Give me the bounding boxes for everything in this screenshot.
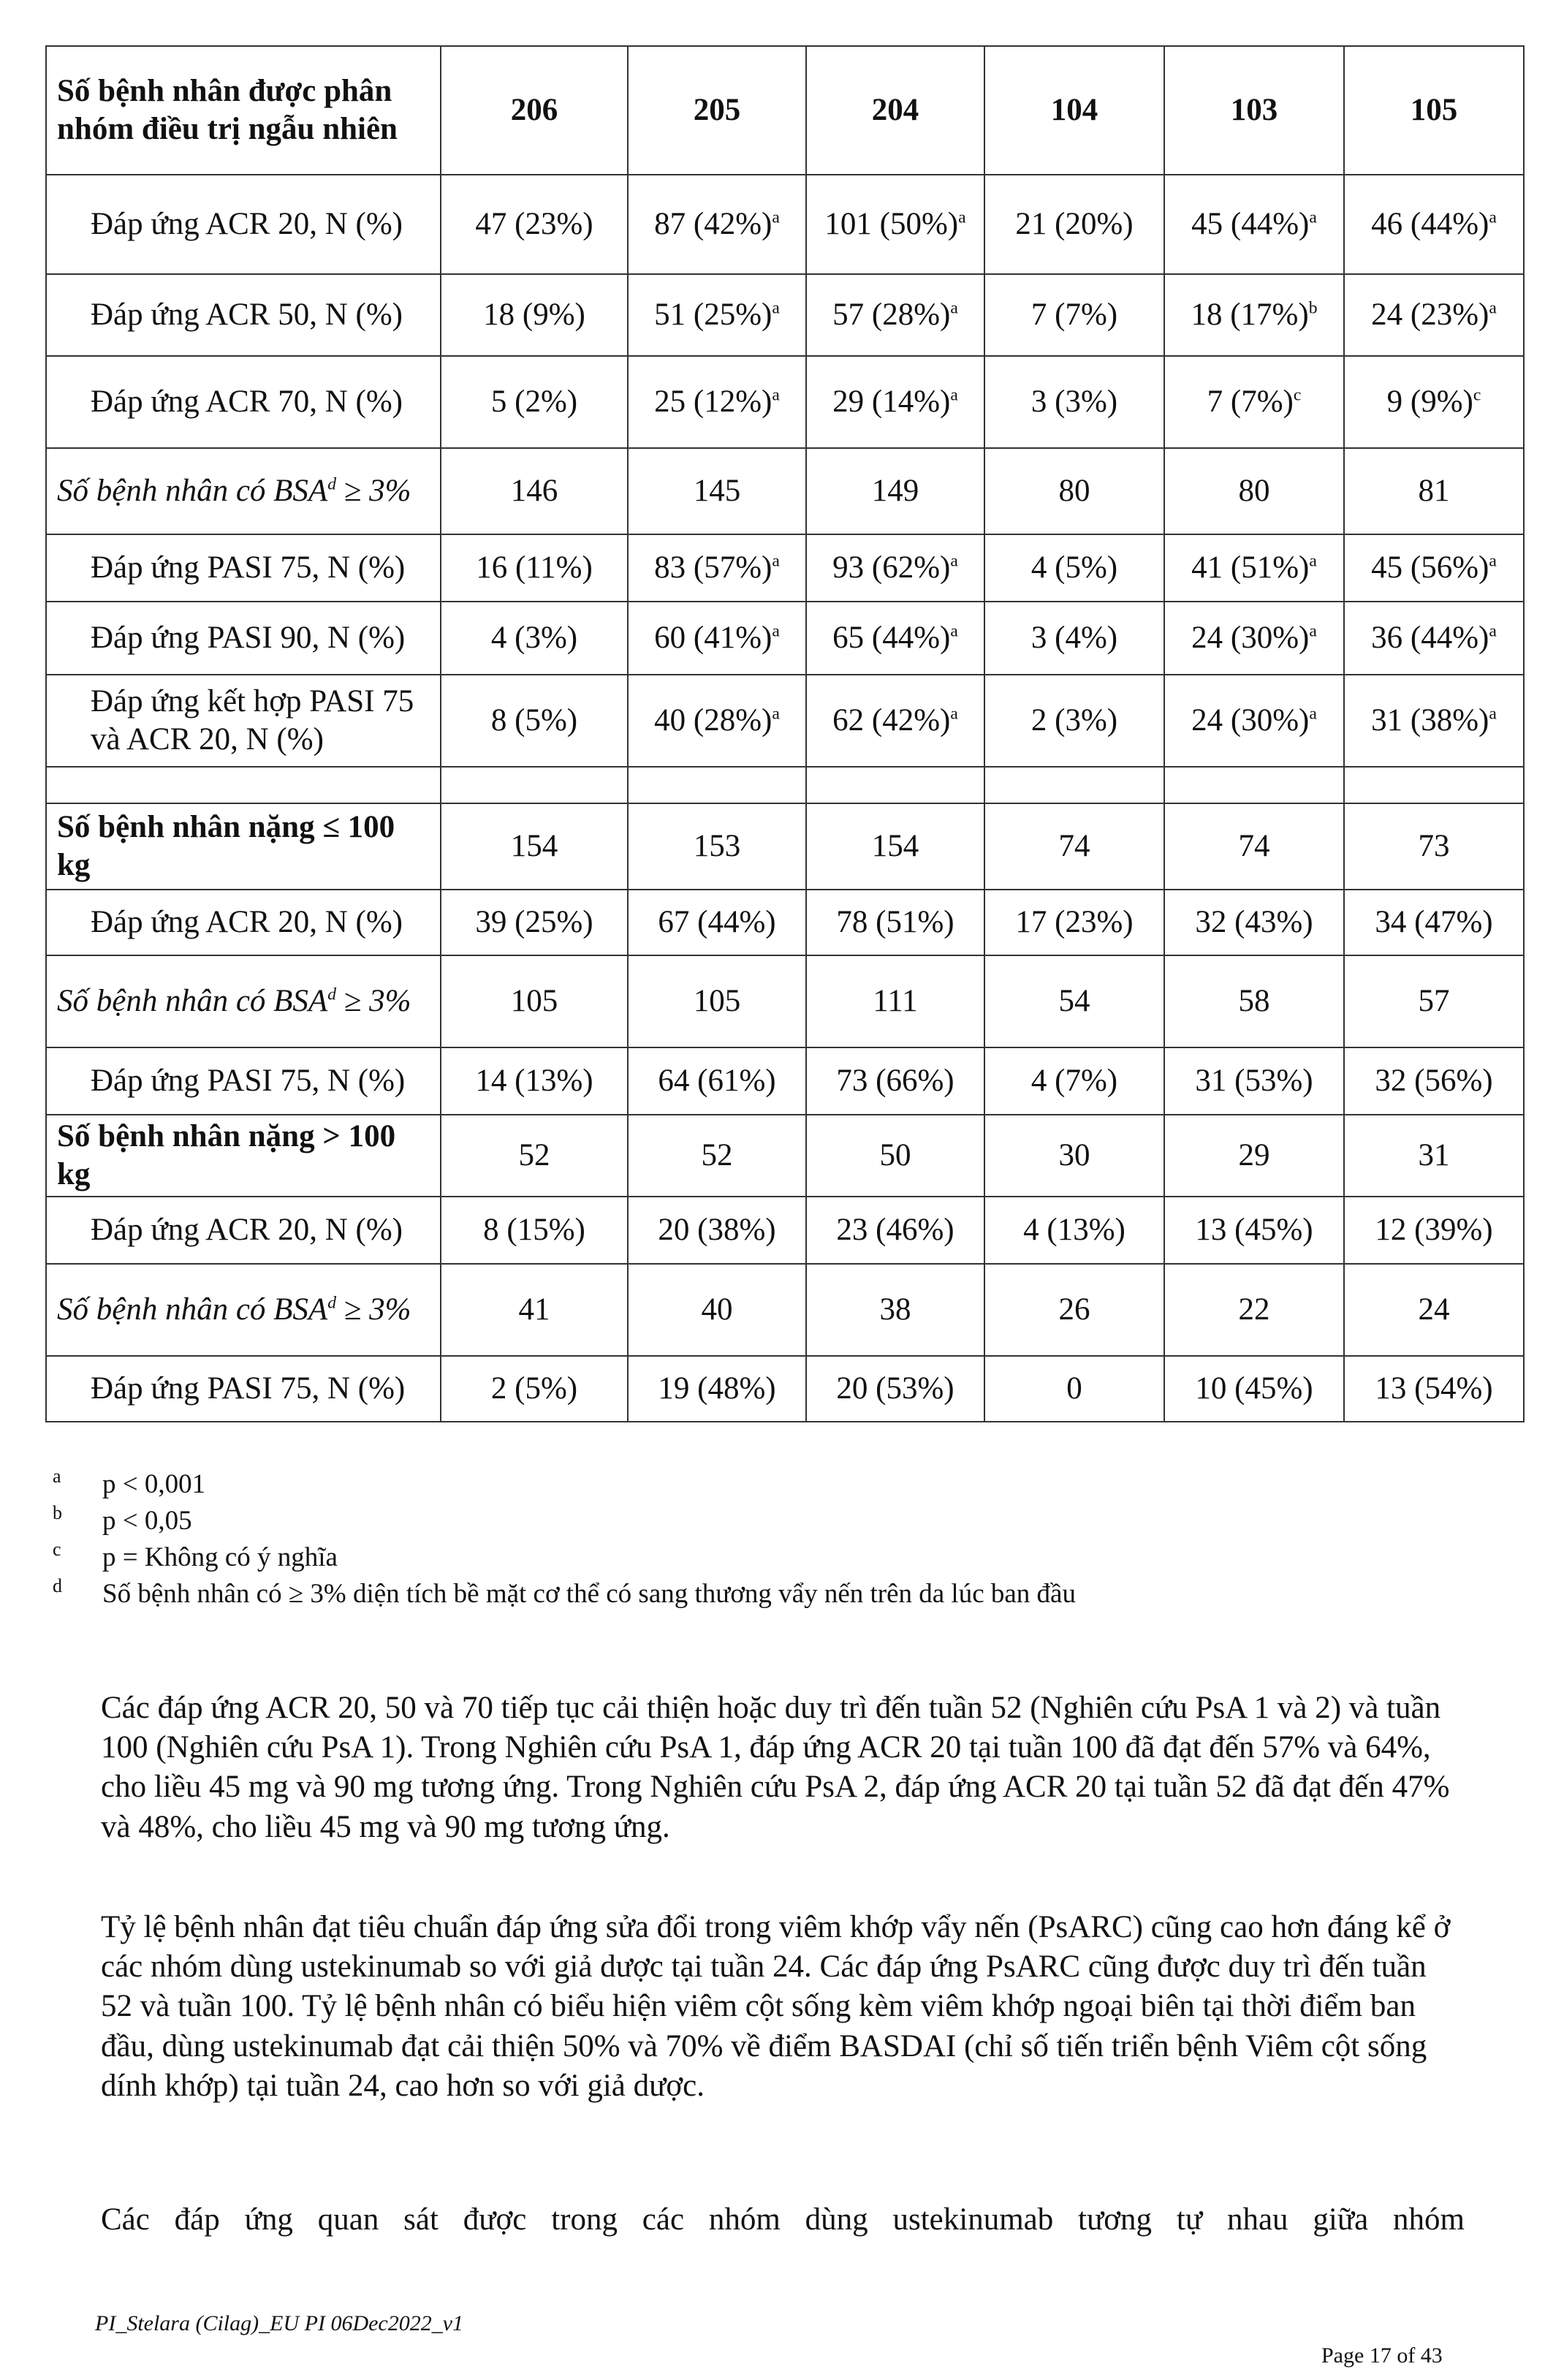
table-cell: 80 (1164, 448, 1344, 534)
table-cell: 29 $(14\%)^a$ (806, 356, 984, 448)
table-cell (984, 767, 1164, 803)
row-label: Đáp ứng ACR 50, N (%) (46, 274, 441, 356)
table-cell: 12 (39%) (1344, 1197, 1524, 1264)
table-row (46, 1197, 1524, 1264)
table-row (46, 602, 1524, 675)
table-cell (1164, 767, 1344, 803)
paragraph: Các đáp ứng ACR 20, 50 và 70 tiếp tục cải thiện hoặc duy trì đến tuần 52 (Nghiên cứu PsA 1 và 2) và tuần 100 (Nghiên cứu PsA 1). Trong Nghiên cứu PsA 1, đáp ứng ACR 20 tại tuần 100 đã đạt đến 57% và 64%, cho liều 45 mg và 90 mg tương ứng. Trong Nghiên cứu PsA 2, đáp ứng ACR 20 tại tuần 52 đã đạt đến 47% và 48%, cho liều 45 mg và 90 mg tương ứng. (101, 1691, 1450, 1844)
row-label: Đáp ứng PASI 75, N (%) (46, 1047, 441, 1115)
row-label: Số bệnh nhân nặng ≤ 100 kg (46, 803, 441, 890)
footnote (53, 1466, 1076, 1503)
table-cell: 4 (7%) (984, 1047, 1164, 1115)
table-cell: 24 (1344, 1264, 1524, 1356)
header-col: 205 (628, 46, 806, 175)
footer-doc-id: PI_Stelara (Cilag)_EU PI 06Dec2022_v1 (95, 2311, 464, 2335)
table-cell: 93 $(62\%)^a$ (806, 534, 984, 602)
table-row (46, 675, 1524, 767)
table-cell: 31 (1344, 1115, 1524, 1197)
table-cell: 18 (9%) (441, 274, 628, 356)
table-cell: 51 $(25\%)^a$ (628, 274, 806, 356)
table-cell: 40 $(28\%)^a$ (628, 675, 806, 767)
header-col: 206 (441, 46, 628, 175)
row-label: Số bệnh nhân có $BSA^d \ge 3\%$ (46, 448, 441, 534)
row-label: Đáp ứng PASI 75, N (%) (46, 1356, 441, 1422)
table-cell: 2 (3%) (984, 675, 1164, 767)
footnote-mark: a (53, 1466, 61, 1487)
table-row (46, 534, 1524, 602)
table-cell: 16 (11%) (441, 534, 628, 602)
footnote-mark: c (53, 1538, 61, 1560)
table-cell: 24 $(30\%)^a$ (1164, 602, 1344, 675)
table-cell: 4 (13%) (984, 1197, 1164, 1264)
table-cell: 64 (61%) (628, 1047, 806, 1115)
footnote-text: p = Không có ý nghĩa (102, 1542, 338, 1572)
table-body (46, 46, 1524, 1422)
row-label: Số bệnh nhân nặng > 100 kg (46, 1115, 441, 1197)
table-cell: 39 (25%) (441, 890, 628, 955)
table-cell: 5 (2%) (441, 356, 628, 448)
header-col: 105 (1344, 46, 1524, 175)
table-row (46, 1356, 1524, 1422)
table-cell (1344, 767, 1524, 803)
table-cell: 52 (628, 1115, 806, 1197)
table-cell: 74 (1164, 803, 1344, 890)
table-cell: 10 (45%) (1164, 1356, 1344, 1422)
table-row (46, 175, 1524, 274)
row-label: Đáp ứng kết hợp PASI 75 và ACR 20, N (%) (46, 675, 441, 767)
results-table (45, 45, 1525, 1422)
table-cell: 146 (441, 448, 628, 534)
table-cell: 154 (806, 803, 984, 890)
table-cell: 13 (45%) (1164, 1197, 1344, 1264)
table-cell (441, 767, 628, 803)
table-cell: 0 (984, 1356, 1164, 1422)
table-cell: 31 (53%) (1164, 1047, 1344, 1115)
header-col: 103 (1164, 46, 1344, 175)
table-cell: 67 (44%) (628, 890, 806, 955)
table-cell: 78 (51%) (806, 890, 984, 955)
row-label: Số bệnh nhân có $BSA^d \ge 3\%$ (46, 955, 441, 1047)
table-cell: 74 (984, 803, 1164, 890)
table-cell: 41 $(51\%)^a$ (1164, 534, 1344, 602)
table-cell: 36 $(44\%)^a$ (1344, 602, 1524, 675)
table-cell: 62 $(42\%)^a$ (806, 675, 984, 767)
table-cell: 29 (1164, 1115, 1344, 1197)
table-row (46, 890, 1524, 955)
row-label: Đáp ứng ACR 20, N (%) (46, 890, 441, 955)
table-cell: 14 (13%) (441, 1047, 628, 1115)
header-col: 204 (806, 46, 984, 175)
table-cell: 154 (441, 803, 628, 890)
table-cell: 54 (984, 955, 1164, 1047)
table-cell: 32 (43%) (1164, 890, 1344, 955)
row-label: Đáp ứng ACR 20, N (%) (46, 175, 441, 274)
table-cell: 40 (628, 1264, 806, 1356)
table-cell: 50 (806, 1115, 984, 1197)
table-cell: 34 (47%) (1344, 890, 1524, 955)
table-cell: 7 $(7\%)^c$ (1164, 356, 1344, 448)
footnote (53, 1539, 1076, 1576)
table-cell: 57 $(28\%)^a$ (806, 274, 984, 356)
table-cell: 38 (806, 1264, 984, 1356)
footnote-text: Số bệnh nhân có ≥ 3% diện tích bề mặt cơ thể có sang thương vẩy nến trên da lúc ban đầu (102, 1578, 1076, 1609)
table-cell: 19 (48%) (628, 1356, 806, 1422)
table-cell (806, 767, 984, 803)
table-cell: 83 $(57\%)^a$ (628, 534, 806, 602)
table-cell: 41 (441, 1264, 628, 1356)
footnote (53, 1576, 1076, 1612)
row-label (46, 767, 441, 803)
table-cell: 24 $(23\%)^a$ (1344, 274, 1524, 356)
table-cell: 111 (806, 955, 984, 1047)
table-cell: 9 $(9\%)^c$ (1344, 356, 1524, 448)
table-cell: 105 (628, 955, 806, 1047)
table-cell: 26 (984, 1264, 1164, 1356)
footnote-text: p < 0,001 (102, 1469, 206, 1499)
footnotes (53, 1466, 1076, 1612)
table-cell: 20 (53%) (806, 1356, 984, 1422)
table-cell: 30 (984, 1115, 1164, 1197)
table-cell: 22 (1164, 1264, 1344, 1356)
table-cell: 2 (5%) (441, 1356, 628, 1422)
page-number: Page 17 of 43 (1321, 2343, 1443, 2368)
table-row (46, 1047, 1524, 1115)
table-cell: 45 $(56\%)^a$ (1344, 534, 1524, 602)
table-cell: 4 (5%) (984, 534, 1164, 602)
table-cell: 153 (628, 803, 806, 890)
table-row (46, 1115, 1524, 1197)
header-label: Số bệnh nhân được phân nhóm điều trị ngẫu nhiên (46, 46, 441, 175)
table-cell: 73 (66%) (806, 1047, 984, 1115)
table-row (46, 955, 1524, 1047)
table-cell: 80 (984, 448, 1164, 534)
table-cell: 13 (54%) (1344, 1356, 1524, 1422)
paragraph: Các đáp ứng quan sát được trong các nhóm dùng ustekinumab tương tự nhau giữa nhóm (101, 2202, 1465, 2237)
footnote (53, 1503, 1076, 1539)
table-cell: 57 (1344, 955, 1524, 1047)
table-cell: 58 (1164, 955, 1344, 1047)
paragraph: Tỷ lệ bệnh nhân đạt tiêu chuẩn đáp ứng sửa đổi trong viêm khớp vẩy nến (PsARC) cũng cao hơn đáng kể ở các nhóm dùng ustekinumab so với giả dược tại tuần 24. Các đáp ứng PsARC cũng được duy trì đến tuần 52 và tuần 100. Tỷ lệ bệnh nhân có biểu hiện viêm cột sống kèm viêm khớp ngoại biên tại thời điểm ban đầu, dùng ustekinumab đạt cải thiện 50% và 70% về điểm BASDAI (chỉ số tiến triển bệnh Viêm cột sống dính khớp) tại tuần 24, cao hơn so với giả dược. (101, 1910, 1451, 2103)
table-cell: 17 (23%) (984, 890, 1164, 955)
row-label: Đáp ứng PASI 90, N (%) (46, 602, 441, 675)
table-cell: 149 (806, 448, 984, 534)
table-row (46, 767, 1524, 803)
table-row (46, 803, 1524, 890)
table-cell: 20 (38%) (628, 1197, 806, 1264)
table-cell: 3 (3%) (984, 356, 1164, 448)
table-cell: 8 (15%) (441, 1197, 628, 1264)
row-label: Đáp ứng ACR 70, N (%) (46, 356, 441, 448)
table-cell: 45 $(44\%)^a$ (1164, 175, 1344, 274)
table-cell: 4 (3%) (441, 602, 628, 675)
table-cell: 32 (56%) (1344, 1047, 1524, 1115)
footnote-text: p < 0,05 (102, 1505, 192, 1536)
table-cell: 21 (20%) (984, 175, 1164, 274)
table-cell: 47 (23%) (441, 175, 628, 274)
table-cell: 60 $(41\%)^a$ (628, 602, 806, 675)
table-cell: 8 (5%) (441, 675, 628, 767)
table-cell: 65 $(44\%)^a$ (806, 602, 984, 675)
table-row (46, 274, 1524, 356)
header-col: 104 (984, 46, 1164, 175)
table-row (46, 1264, 1524, 1356)
table-cell: 31 $(38\%)^a$ (1344, 675, 1524, 767)
row-label: Đáp ứng PASI 75, N (%) (46, 534, 441, 602)
table-cell (628, 767, 806, 803)
table-cell: 87 $(42\%)^a$ (628, 175, 806, 274)
table-cell: 81 (1344, 448, 1524, 534)
footnote-mark: b (53, 1501, 62, 1523)
row-label: Số bệnh nhân có $BSA^d \ge 3\%$ (46, 1264, 441, 1356)
footnote-mark: d (53, 1574, 62, 1596)
table-row (46, 356, 1524, 448)
table-row (46, 448, 1524, 534)
row-label: Đáp ứng ACR 20, N (%) (46, 1197, 441, 1264)
table-header-row (46, 46, 1524, 175)
table-cell: 25 $(12\%)^a$ (628, 356, 806, 448)
table-cell: 73 (1344, 803, 1524, 890)
table-cell: 18 $(17\%)^b$ (1164, 274, 1344, 356)
table-cell: 3 (4%) (984, 602, 1164, 675)
table-cell: 23 (46%) (806, 1197, 984, 1264)
table-cell: 52 (441, 1115, 628, 1197)
table-cell: 46 $(44\%)^a$ (1344, 175, 1524, 274)
table-cell: 105 (441, 955, 628, 1047)
table-cell: 145 (628, 448, 806, 534)
table-cell: 24 $(30\%)^a$ (1164, 675, 1344, 767)
table-cell: 7 (7%) (984, 274, 1164, 356)
table-cell: 101 $(50\%)^a$ (806, 175, 984, 274)
